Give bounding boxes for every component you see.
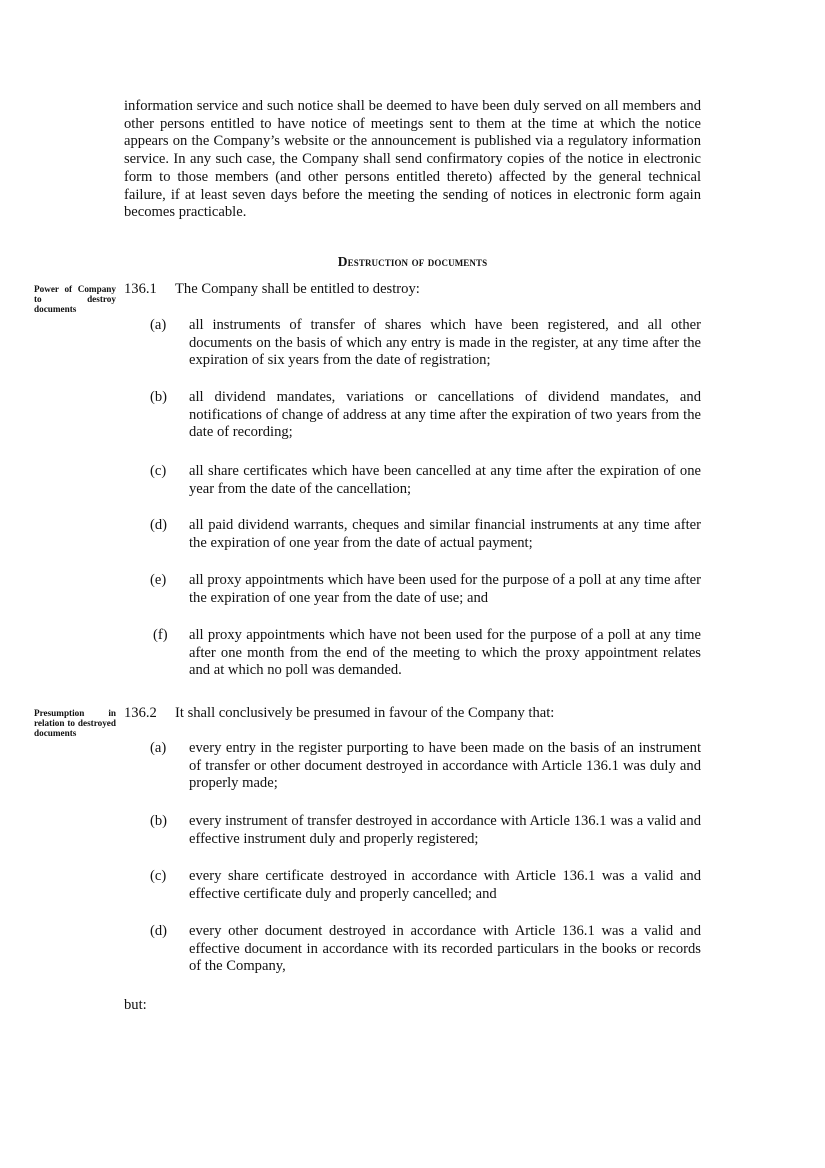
margin-note-136-1: Power of Company to destroy documents	[34, 284, 116, 314]
clause-number: 136.2	[124, 705, 157, 721]
list-item	[150, 463, 701, 498]
item-text: all dividend mandates, variations or cancellations of dividend mandates, and notifications of change of address at any time after the expiration of two years from the date of recording;	[189, 389, 701, 441]
item-text: all paid dividend warrants, cheques and similar financial instruments at any time after the expiration of one year from the date of actual payment;	[189, 517, 701, 551]
item-label: (e)	[150, 572, 167, 588]
item-text: all proxy appointments which have been used for the purpose of a poll at any time after the expiration of one year from the date of use; and	[189, 572, 701, 606]
clause-136-2	[124, 705, 701, 723]
item-label: (a)	[150, 740, 167, 756]
item-label: (c)	[150, 868, 167, 884]
clause-136-1	[124, 281, 701, 299]
list-item	[150, 627, 701, 680]
margin-note-136-2: Presumption in relation to destroyed documents	[34, 708, 116, 738]
list-item	[150, 923, 701, 976]
list-item	[150, 389, 701, 442]
item-text: all proxy appointments which have not been used for the purpose of a poll at any time after one month from the end of the meeting to which the proxy appointment relates and at which no poll was demanded.	[189, 627, 701, 679]
item-text: every share certificate destroyed in accordance with Article 136.1 was a valid and effective certificate duly and properly cancelled; and	[189, 868, 701, 902]
list-item	[150, 740, 701, 793]
list-item	[150, 572, 701, 607]
item-label: (b)	[150, 813, 168, 829]
item-text: all share certificates which have been cancelled at any time after the expiration of one year from the date of the cancellation;	[189, 463, 701, 497]
item-label: (d)	[150, 517, 168, 533]
item-label: (b)	[150, 389, 168, 405]
item-text: every instrument of transfer destroyed in accordance with Article 136.1 was a valid and effective instrument duly and properly registered;	[189, 813, 701, 847]
list-item	[150, 868, 701, 903]
item-label: (f)	[153, 627, 168, 643]
clause-text: The Company shall be entitled to destroy:	[175, 281, 420, 297]
list-item	[150, 517, 701, 552]
trailing-text: but:	[124, 997, 147, 1013]
item-text: every other document destroyed in accordance with Article 136.1 was a valid and effective document in accordance with its recorded particulars in the books or records of the Company,	[189, 923, 701, 975]
item-label: (d)	[150, 923, 168, 939]
intro-paragraph: information service and such notice shall be deemed to have been duly served on all members and other persons entitled to have notice of meetings sent to them at the time at which the notice appears on the Company’s website or the announcement is published via a regulatory information service. In any such case, the Company shall send confirmatory copies of the notice in electronic form to those members (and other persons entitled thereto) affected by the general technical failure, if at least seven days before the meeting the sending of notices in electronic form again becomes practicable.	[124, 98, 701, 221]
section-heading: Destruction of documents	[337, 254, 488, 269]
clause-text: It shall conclusively be presumed in favour of the Company that:	[175, 705, 555, 721]
item-label: (a)	[150, 317, 167, 333]
item-text: all instruments of transfer of shares which have been registered, and all other documents on the basis of which any entry is made in the register, at any time after the expiration of six years from the date of registration;	[189, 317, 701, 369]
item-label: (c)	[150, 463, 167, 479]
list-item	[150, 813, 701, 848]
list-item	[150, 317, 701, 370]
clause-number: 136.1	[124, 281, 157, 297]
item-text: every entry in the register purporting to have been made on the basis of an instrument of transfer or other document destroyed in accordance with Article 136.1 was duly and properly made;	[189, 740, 701, 792]
